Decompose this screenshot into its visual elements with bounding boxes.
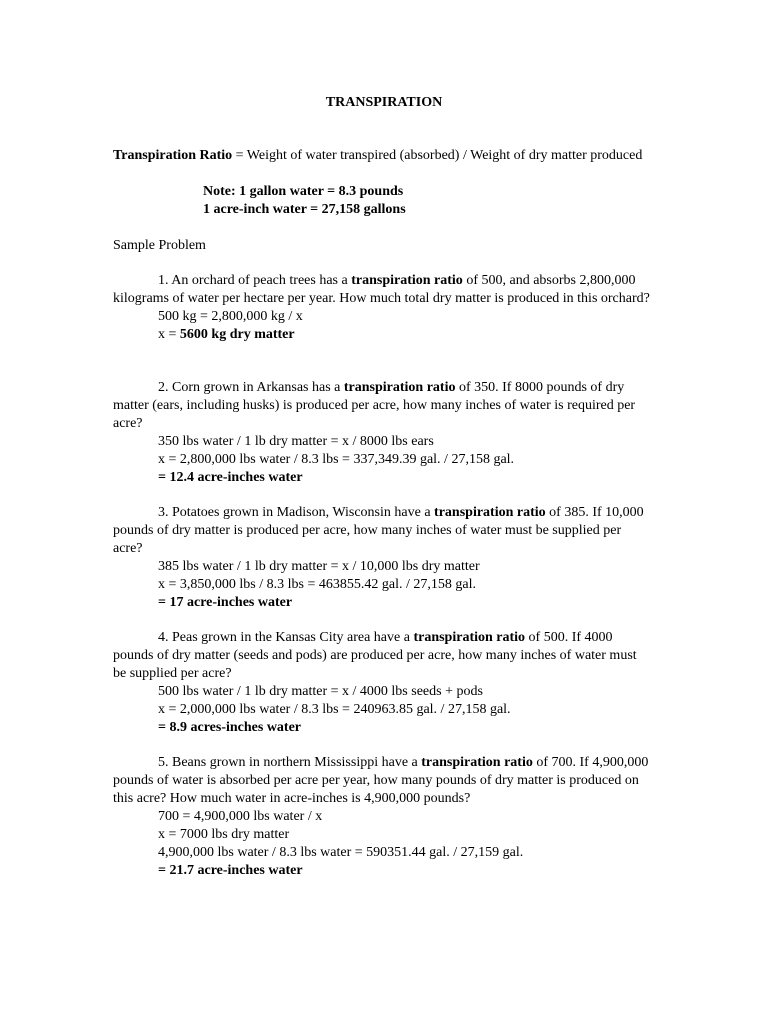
problem-1 bbox=[113, 272, 653, 344]
problem-2 bbox=[113, 379, 653, 487]
problem-4-answer: = 8.9 acres-inches water bbox=[158, 720, 302, 735]
problem-1-statement: 1. An orchard of peach trees has a transpiration ratio of 500, and absorbs 2,800,000 kilograms of water per hectare per year. How much total dry matter is produced in this orchard? bbox=[113, 273, 650, 306]
problem-3-step-1: 385 lbs water / 1 lb dry matter = x / 10,000 lbs dry matter bbox=[158, 559, 480, 574]
problem-4-statement: 4. Peas grown in the Kansas City area have a transpiration ratio of 500. If 4000 pounds of dry matter (seeds and pods) are produced per acre, how many inches of water must be supplied per acre? bbox=[113, 630, 637, 681]
problem-5-step-3: 4,900,000 lbs water / 8.3 lbs water = 590351.44 gal. / 27,159 gal. bbox=[158, 845, 524, 860]
problem-5-answer: = 21.7 acre-inches water bbox=[158, 863, 303, 878]
problem-4 bbox=[113, 629, 653, 737]
problem-5 bbox=[113, 754, 653, 880]
problem-5-step-1: 700 = 4,900,000 lbs water / x bbox=[158, 809, 323, 824]
definition-text: = Weight of water transpired (absorbed) / Weight of dry matter produced bbox=[232, 148, 643, 163]
problem-2-step-2: x = 2,800,000 lbs water / 8.3 lbs = 337,349.39 gal. / 27,158 gal. bbox=[158, 452, 515, 467]
definition-term: Transpiration Ratio bbox=[113, 148, 233, 163]
problem-3-statement: 3. Potatoes grown in Madison, Wisconsin have a transpiration ratio of 385. If 10,000 pounds of dry matter is produced per acre, how many inches of water must be supplied per acre? bbox=[113, 505, 644, 556]
problem-2-answer: = 12.4 acre-inches water bbox=[158, 470, 303, 485]
problem-4-step-2: x = 2,000,000 lbs water / 8.3 lbs = 240963.85 gal. / 27,158 gal. bbox=[158, 702, 511, 717]
problem-5-step-2: x = 7000 lbs dry matter bbox=[158, 827, 290, 842]
problem-3 bbox=[113, 504, 653, 612]
problem-1-step-2: x = 5600 kg dry matter bbox=[158, 327, 295, 342]
note-acre-inch: 1 acre-inch water = 27,158 gallons bbox=[203, 202, 406, 217]
page-title: TRANSPIRATION bbox=[325, 95, 443, 110]
problem-2-statement: 2. Corn grown in Arkansas has a transpiration ratio of 350. If 8000 pounds of dry matter (ears, including husks) is produced per acre, how many inches of water is required per acre? bbox=[113, 380, 636, 431]
definition bbox=[113, 147, 653, 165]
problem-3-answer: = 17 acre-inches water bbox=[158, 595, 293, 610]
note-gallon: Note: 1 gallon water = 8.3 pounds bbox=[203, 184, 404, 199]
problem-3-step-2: x = 3,850,000 lbs / 8.3 lbs = 463855.42 gal. / 27,158 gal. bbox=[158, 577, 476, 592]
problem-4-step-1: 500 lbs water / 1 lb dry matter = x / 4000 lbs seeds + pods bbox=[158, 684, 483, 699]
sample-heading: Sample Problem bbox=[113, 238, 206, 253]
problem-5-statement: 5. Beans grown in northern Mississippi have a transpiration ratio of 700. If 4,900,000 pounds of water is absorbed per acre per year, how many pounds of dry matter is produced on this acre? How much water in acre-inches is 4,900,000 pounds? bbox=[113, 755, 649, 806]
problem-2-step-1: 350 lbs water / 1 lb dry matter = x / 8000 lbs ears bbox=[158, 434, 434, 449]
problem-1-step-1: 500 kg = 2,800,000 kg / x bbox=[158, 309, 303, 324]
